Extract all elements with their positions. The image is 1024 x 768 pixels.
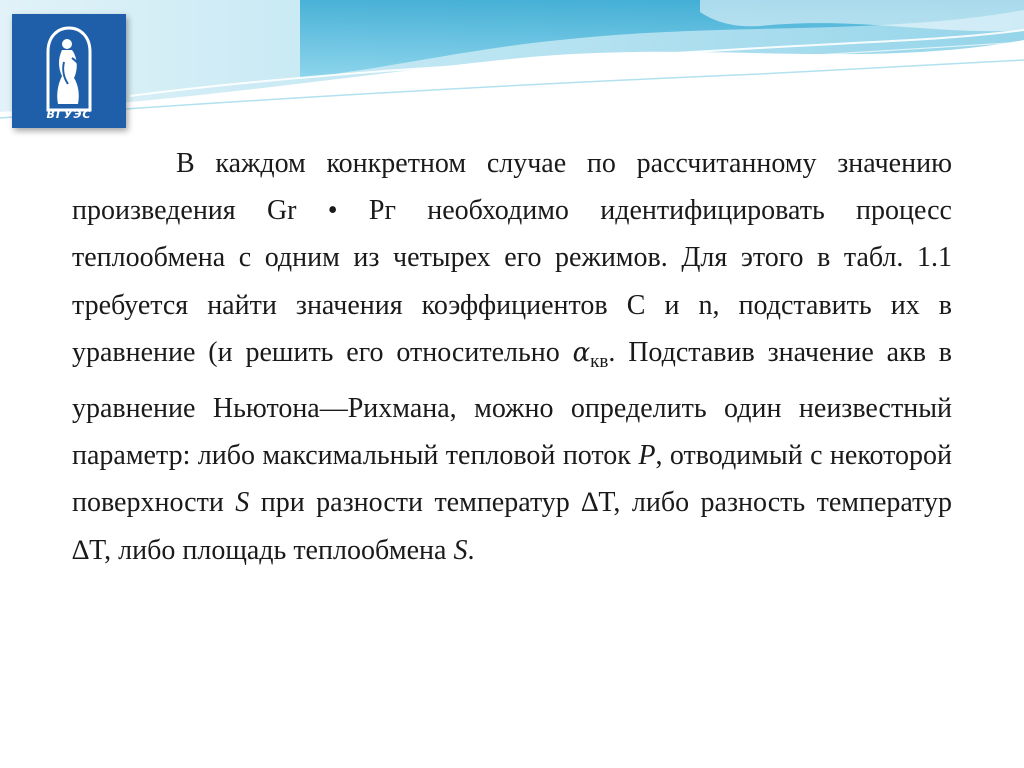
university-logo: [12, 14, 126, 128]
text-segment: , отводимый с некоторой поверхности: [72, 440, 953, 519]
variable-s: S: [235, 487, 250, 519]
variable-p: P: [638, 440, 656, 472]
main-paragraph: [72, 140, 952, 574]
text-segment: при разности температур ∆T, либо разность температур ∆T, либо площадь теплообмена: [72, 487, 952, 566]
text-segment: .: [467, 534, 475, 566]
alpha-symbol: α: [572, 337, 591, 368]
variable-s: S: [453, 534, 468, 566]
alpha-subscript: кв: [590, 350, 609, 372]
header-wave-decoration: [0, 0, 1024, 120]
text-segment: . Подставив значение акв в уравнение Ньютона—Рихмана, можно определить один неизвестный параметр: либо максимальный тепловой поток: [72, 336, 953, 472]
logo-text: ВГУЭС: [46, 108, 92, 121]
text-segment: В каждом конкретном случае по рассчитанному значению произведения Gr • Рг необходимо идентифицировать процесс теплообмена с одним из четырех его режимов. Для этого в табл. 1.1 требуется найти значения коэффициентов С и n, подставить их в уравнение (и решить его относительно: [72, 148, 952, 368]
